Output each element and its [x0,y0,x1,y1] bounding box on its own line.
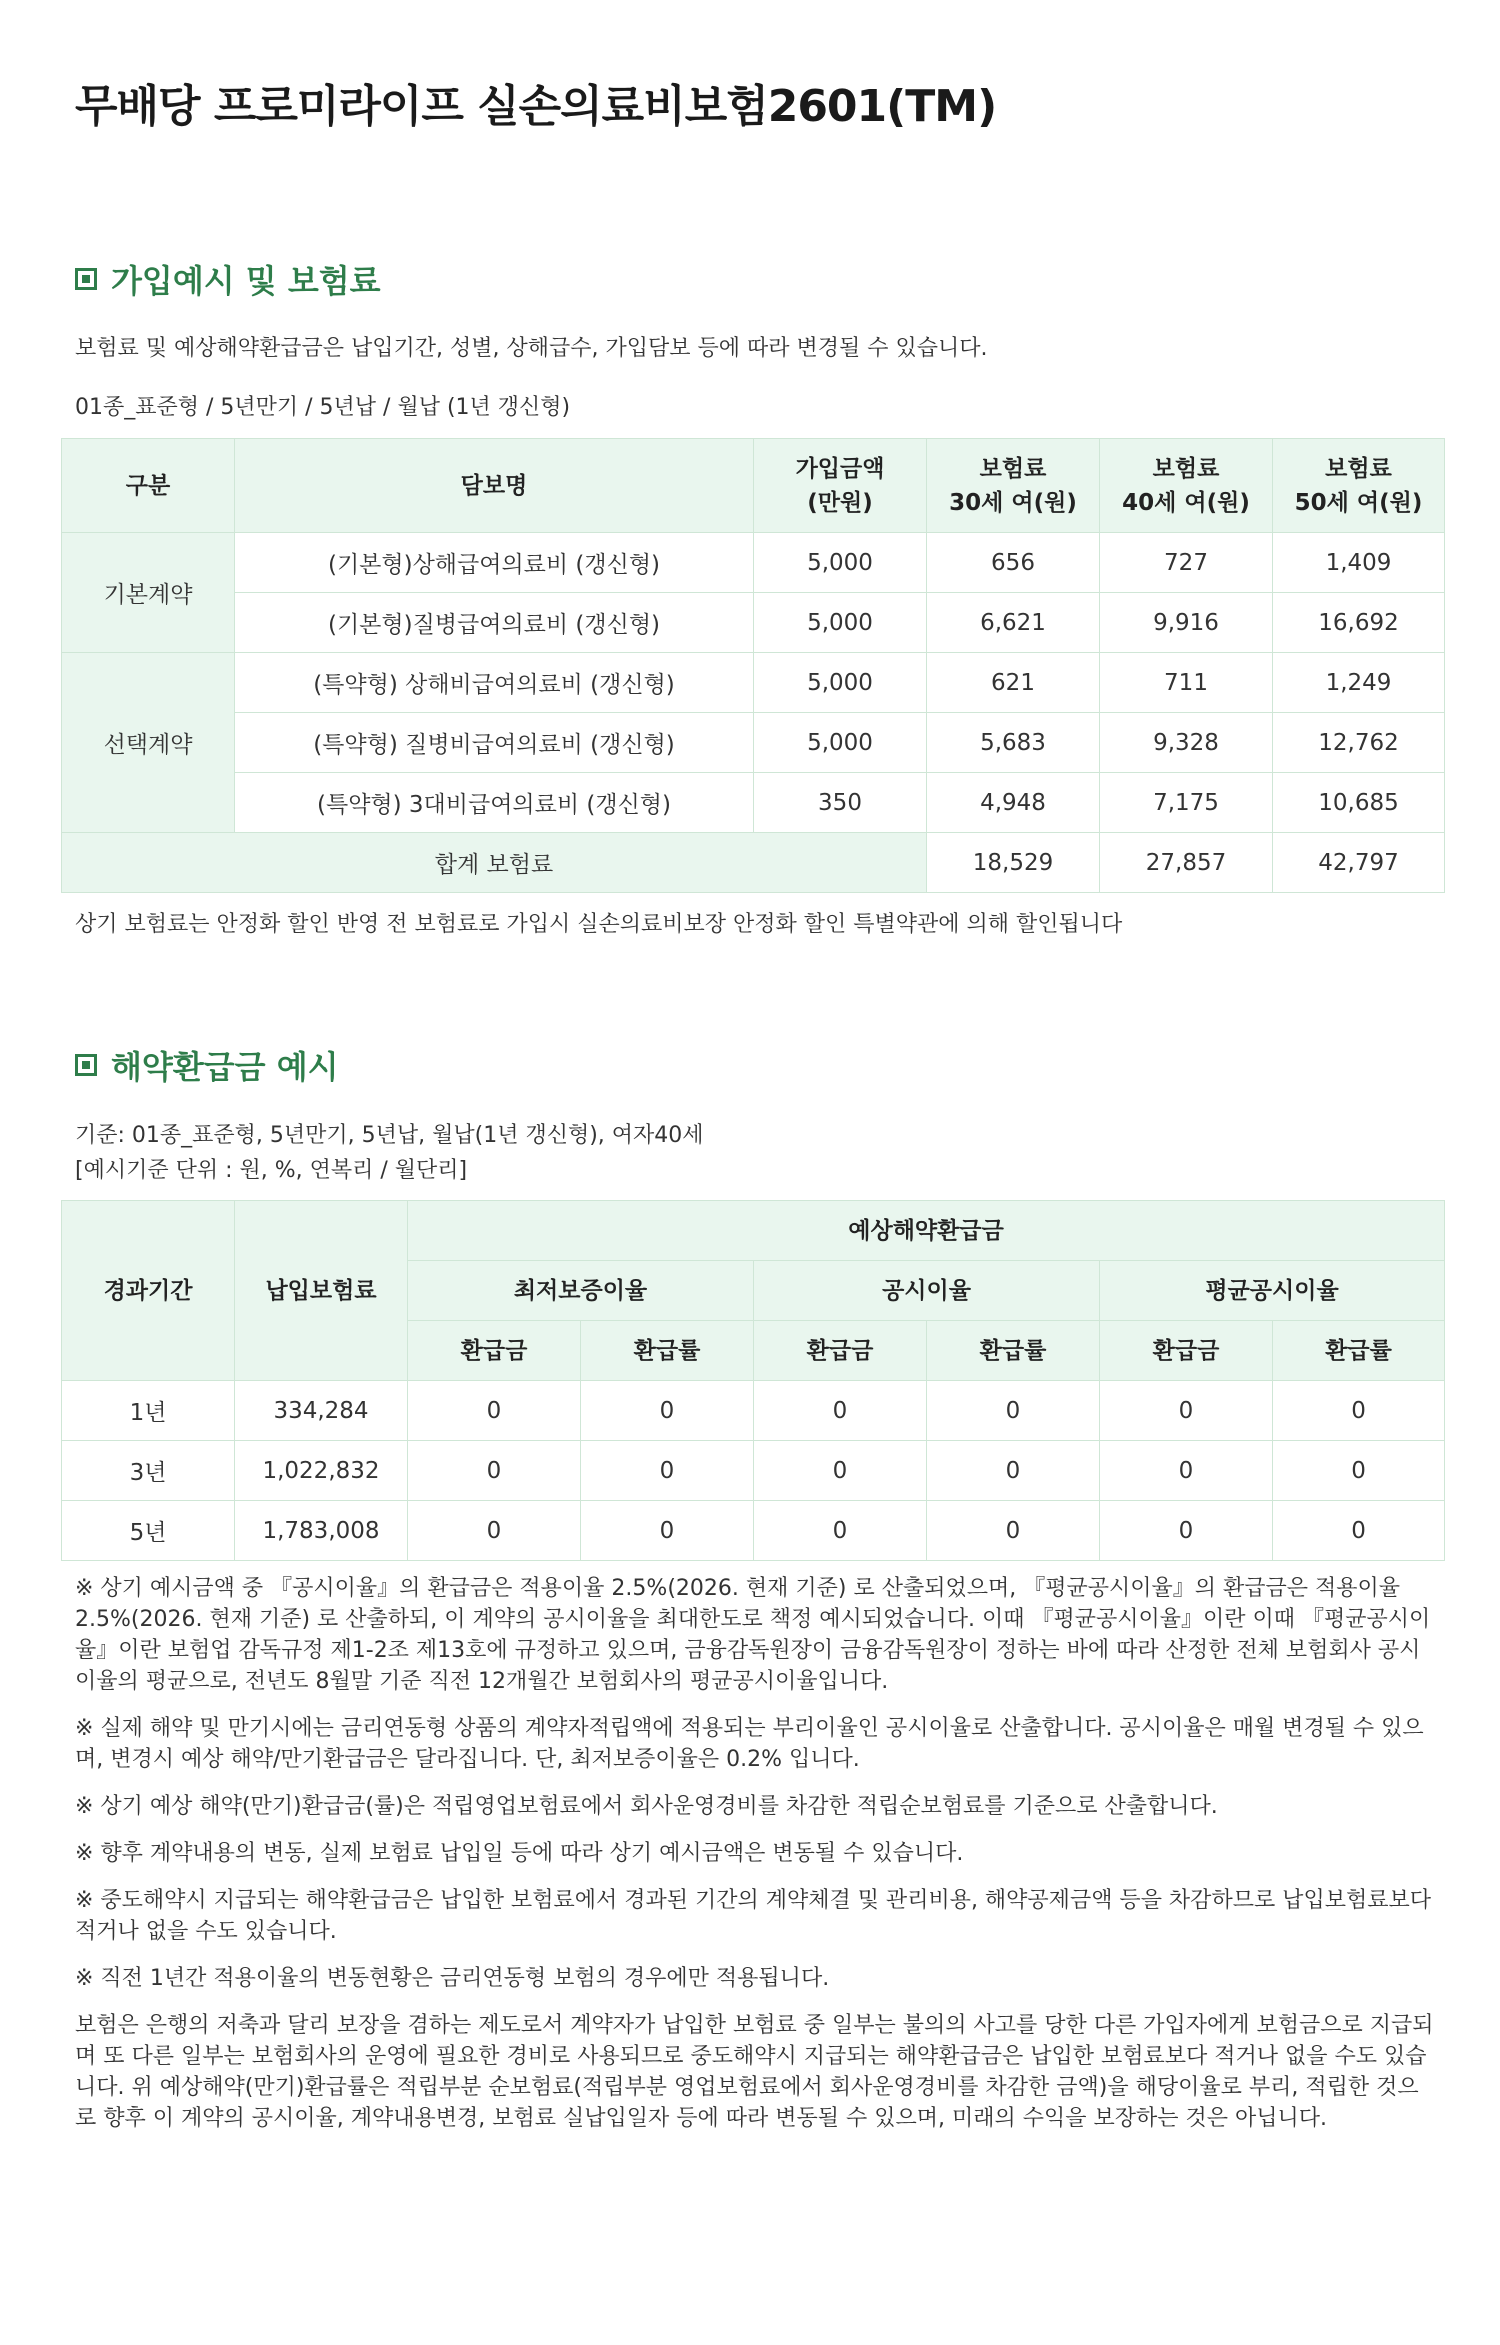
min-refund: 0 [408,1501,581,1561]
group-basic: 기본계약 [62,533,235,653]
group-optional: 선택계약 [62,653,235,833]
premium-50: 16,692 [1273,593,1445,653]
header-public-rate: 공시이율 [754,1261,1100,1321]
note-item: ※ 직전 1년간 적용이율의 변동현황은 금리연동형 보험의 경우에만 적용됩니다. [75,1966,830,1991]
header-min-rate: 최저보증이율 [408,1261,754,1321]
table-row [62,653,1445,713]
note-item: ※ 상기 예시금액 중 『공시이율』의 환급금은 적용이율 2.5%(2026. 현재 기준) 로 산출되었으며, 『평균공시이율』의 환급금은 적용이율 2.5%(2026. 현재 기준) 로 산출하되, 이 계약의 공시이율을 최대한도로 책정 예시되었습니다. 이때 『평균공시이율』이란 이때 『평균공시이율』이란 보험업 감독규정 제1-2조 제13호에 규정하고 있으며, 금융감독원장이 금융감독원장이 정하는 바에 따라 산정한 전체 보험회사 공시이율의 평균으로, 전년도 8월말 기준 직전 12개월간 보험회사의 평균공시이율입니다. [75,1576,1431,1694]
header-premium-40 [1100,439,1273,533]
total-premium-40: 27,857 [1100,833,1273,893]
header-expected: 예상해약환급금 [408,1201,1445,1261]
public-refund: 0 [754,1381,927,1441]
header-avg-rate: 평균공시이율 [1100,1261,1445,1321]
coverage-name: (기본형)질병급여의료비 (갱신형) [235,593,754,653]
header-ratio: 환급률 [1273,1321,1445,1381]
notes [75,1573,1435,2150]
avg-ratio: 0 [1273,1441,1445,1501]
header-gubun: 구분 [62,439,235,533]
section-heading-premium-label: 가입예시 및 보험료 [111,262,381,300]
public-ratio: 0 [927,1501,1100,1561]
refund-basis: 기준: 01종_표준형, 5년만기, 5년납, 월납(1년 갱신형), 여자40세 [75,1123,704,1148]
coverage-name: (특약형) 3대비급여의료비 (갱신형) [235,773,754,833]
section-heading-premium [75,256,381,302]
paid-premium: 1,783,008 [235,1501,408,1561]
public-refund: 0 [754,1441,927,1501]
refund-table [61,1200,1445,1561]
refund-unit: [예시기준 단위 : 원, %, 연복리 / 월단리] [75,1158,468,1183]
premium-condition: 01종_표준형 / 5년만기 / 5년납 / 월납 (1년 갱신형) [75,395,571,420]
header-paid: 납입보험료 [235,1201,408,1381]
period: 3년 [62,1441,235,1501]
public-ratio: 0 [927,1381,1100,1441]
min-refund: 0 [408,1381,581,1441]
table-row [62,773,1445,833]
premium-50: 1,249 [1273,653,1445,713]
premium-50: 12,762 [1273,713,1445,773]
coverage-amount: 350 [754,773,927,833]
premium-30: 621 [927,653,1100,713]
premium-50: 1,409 [1273,533,1445,593]
header-ratio: 환급률 [581,1321,754,1381]
refund-header-row-1 [62,1201,1445,1261]
premium-40: 727 [1100,533,1273,593]
table-row [62,1501,1445,1561]
total-premium-50: 42,797 [1273,833,1445,893]
section-heading-refund [75,1042,339,1088]
premium-table-header-row [62,439,1445,533]
avg-refund: 0 [1100,1501,1273,1561]
period: 5년 [62,1501,235,1561]
table-row [62,1441,1445,1501]
min-ratio: 0 [581,1441,754,1501]
avg-refund: 0 [1100,1381,1273,1441]
min-ratio: 0 [581,1381,754,1441]
period: 1년 [62,1381,235,1441]
header-refund: 환급금 [408,1321,581,1381]
premium-50: 10,685 [1273,773,1445,833]
total-premium-30: 18,529 [927,833,1100,893]
premium-30: 656 [927,533,1100,593]
coverage-name: (기본형)상해급여의료비 (갱신형) [235,533,754,593]
premium-table [61,438,1445,893]
premium-30: 4,948 [927,773,1100,833]
header-refund: 환급금 [754,1321,927,1381]
coverage-amount: 5,000 [754,713,927,773]
header-premium-50 [1273,439,1445,533]
header-premium-50-line2: 50세 여(원) [1294,489,1423,516]
header-amount-line1: 가입금액 [795,455,885,482]
header-amount [754,439,927,533]
total-label: 합계 보험료 [62,833,927,893]
avg-ratio: 0 [1273,1381,1445,1441]
premium-40: 9,328 [1100,713,1273,773]
premium-40: 7,175 [1100,773,1273,833]
header-coverage: 담보명 [235,439,754,533]
header-amount-line2: (만원) [807,489,873,516]
total-row [62,833,1445,893]
header-premium-50-line1: 보험료 [1325,455,1392,482]
avg-refund: 0 [1100,1441,1273,1501]
avg-ratio: 0 [1273,1501,1445,1561]
min-refund: 0 [408,1441,581,1501]
min-ratio: 0 [581,1501,754,1561]
table-row [62,1381,1445,1441]
header-premium-40-line2: 40세 여(원) [1122,489,1250,516]
header-premium-30-line1: 보험료 [979,455,1047,482]
note-item: ※ 실제 해약 및 만기시에는 금리연동형 상품의 계약자적립액에 적용되는 부리이율인 공시이율로 산출합니다. 공시이율은 매월 변경될 수 있으며, 변경시 예상 해약/만기환급금은 달라집니다. 단, 최저보증이율은 0.2% 입니다. [75,1716,1424,1772]
header-premium-40-line1: 보험료 [1152,455,1220,482]
coverage-name: (특약형) 질병비급여의료비 (갱신형) [235,713,754,773]
header-refund: 환급금 [1100,1321,1273,1381]
square-bullet-icon [75,268,97,290]
page-title: 무배당 프로미라이프 실손의료비보험2601(TM) [75,81,997,132]
coverage-name: (특약형) 상해비급여의료비 (갱신형) [235,653,754,713]
disclaimer: 보험은 은행의 저축과 달리 보장을 겸하는 제도로서 계약자가 납입한 보험료 중 일부는 불의의 사고를 당한 다른 가입자에게 보험금으로 지급되며 또 다른 일부는 보험회사의 운영에 필요한 경비로 사용되므로 중도해약시 지급되는 해약환급금은 납입한 보험료보다 적거나 없을 수도 있습니다. 위 예상해약(만기)환급률은 적립부분 순보험료(적립부분 영업보험료에서 회사운영경비를 차감한 금액)을 해당이율로 부리, 적립한 것으로 향후 이 계약의 공시이율, 계약내용변경, 보험료 실납입일자 등에 따라 변동될 수 있으며, 미래의 수익을 보장하는 것은 아닙니다. [75,2013,1434,2131]
table-row [62,533,1445,593]
header-ratio: 환급률 [927,1321,1100,1381]
premium-40: 9,916 [1100,593,1273,653]
premium-note: 상기 보험료는 안정화 할인 반영 전 보험료로 가입시 실손의료비보장 안정화 할인 특별약관에 의해 할인됩니다 [75,912,1123,937]
table-row [62,713,1445,773]
square-bullet-icon [75,1054,97,1076]
note-item: ※ 향후 계약내용의 변동, 실제 보험료 납입일 등에 따라 상기 예시금액은 변동될 수 있습니다. [75,1841,964,1866]
note-item: ※ 중도해약시 지급되는 해약환급금은 납입한 보험료에서 경과된 기간의 계약체결 및 관리비용, 해약공제금액 등을 차감하므로 납입보험료보다 적거나 없을 수도 있습니다. [75,1888,1431,1944]
section-heading-refund-label: 해약환급금 예시 [111,1048,339,1086]
public-ratio: 0 [927,1441,1100,1501]
header-period: 경과기간 [62,1201,235,1381]
paid-premium: 334,284 [235,1381,408,1441]
coverage-amount: 5,000 [754,653,927,713]
header-premium-30-line2: 30세 여(원) [949,489,1077,516]
premium-40: 711 [1100,653,1273,713]
coverage-amount: 5,000 [754,533,927,593]
header-premium-30 [927,439,1100,533]
premium-30: 6,621 [927,593,1100,653]
premium-description: 보험료 및 예상해약환급금은 납입기간, 성별, 상해급수, 가입담보 등에 따라 변경될 수 있습니다. [75,336,988,361]
table-row [62,593,1445,653]
premium-30: 5,683 [927,713,1100,773]
note-item: ※ 상기 예상 해약(만기)환급금(률)은 적립영업보험료에서 회사운영경비를 차감한 적립순보험료를 기준으로 산출합니다. [75,1794,1218,1819]
public-refund: 0 [754,1501,927,1561]
paid-premium: 1,022,832 [235,1441,408,1501]
coverage-amount: 5,000 [754,593,927,653]
